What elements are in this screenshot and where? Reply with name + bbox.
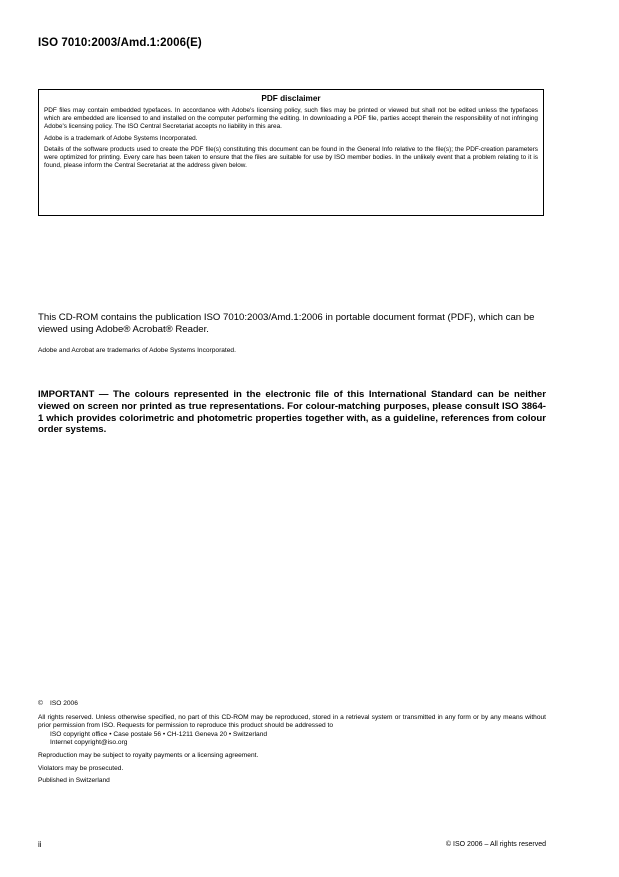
copyright-violators-note: Violators may be prosecuted. [38, 764, 124, 772]
copyright-year: ISO 2006 [50, 700, 78, 707]
copyright-published-in: Published in Switzerland [38, 777, 110, 785]
copyright-year-line [38, 700, 546, 709]
disclaimer-paragraph-licensing: PDF files may contain embedded typefaces. In accordance with Adobe's licensing policy, such files may be printed or viewed but shall not be edited unless the typefaces which are embedded are licensed to and installed on the computer performing the editing. In downloading a PDF file, parties accept therein the responsibility of not infringing Adobe's licensing policy. The ISO Central Secretariat accepts no liability in this area. [44, 107, 538, 131]
trademark-note: Adobe and Acrobat are trademarks of Adobe Systems Incorporated. [38, 347, 236, 354]
cd-rom-intro: This CD-ROM contains the publication ISO 7010:2003/Amd.1:2006 in portable document format (PDF), which can be viewed using Adobe® Acrobat® Reader. [38, 312, 535, 335]
footer-copyright: © ISO 2006 – All rights reserved [445, 841, 546, 848]
document-header: ISO 7010:2003/Amd.1:2006(E) [38, 37, 202, 49]
disclaimer-title: PDF disclaimer [261, 94, 321, 103]
disclaimer-paragraph-trademark: Adobe is a trademark of Adobe Systems Incorporated. [44, 134, 198, 142]
copyright-rights-text: All rights reserved. Unless otherwise specified, no part of this CD-ROM may be reproduced, stored in a retrieval system or transmitted in any form or by any means without prior permission from ISO. Requests for permission to reproduce this product should be addressed to [38, 713, 546, 730]
copyright-royalty-note: Reproduction may be subject to royalty payments or a licensing agreement. [38, 751, 259, 759]
copyright-internet: Internet copyright@iso.org [50, 739, 128, 747]
copyright-block [38, 700, 546, 786]
disclaimer-paragraph-details: Details of the software products used to create the PDF file(s) constituting this document can be found in the General Info relative to the file(s); the PDF-creation parameters were optimized for printing. Every care has been taken to ensure that the files are suitable for use by ISO member bodies. In the unlikely event that a problem relating to it is found, please inform the Central Secretariat at the address given below. [44, 145, 538, 170]
pdf-disclaimer-box [38, 89, 544, 216]
copyright-symbol: © [38, 700, 43, 707]
important-notice: IMPORTANT — The colours represented in the electronic file of this International Standard can be neither viewed on screen nor printed as true representations. For colour-matching purposes, please consult ISO 3864-1 which provides colorimetric and photometric properties together with, as a guideline, references from colour order systems. [38, 389, 546, 436]
page-number: ii [38, 840, 42, 849]
copyright-office-address: ISO copyright office • Case postale 56 • CH-1211 Geneva 20 • Switzerland [50, 730, 268, 738]
